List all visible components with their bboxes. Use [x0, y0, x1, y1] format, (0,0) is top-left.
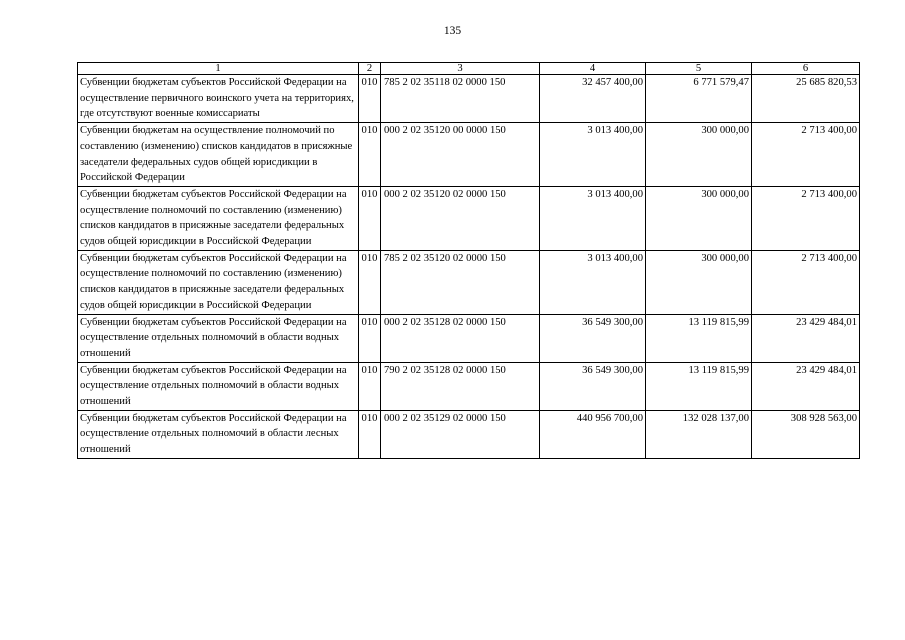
column-header: 4 [540, 63, 646, 75]
row-name: Субвенции бюджетам субъектов Российской Федерации на осуществление первичного воинского учета на территориях, где отсутствуют военные комиссариаты [78, 75, 359, 123]
row-budget-code: 785 2 02 35118 02 0000 150 [381, 75, 540, 123]
row-name: Субвенции бюджетам субъектов Российской Федерации на осуществление отдельных полномочий в области лесных отношений [78, 410, 359, 458]
row-col4: 36 549 300,00 [540, 362, 646, 410]
row-line-code: 010 [359, 250, 381, 314]
row-name: Субвенции бюджетам субъектов Российской Федерации на осуществление отдельных полномочий в области водных отношений [78, 362, 359, 410]
table-row [78, 410, 860, 458]
table-row [78, 362, 860, 410]
column-header: 1 [78, 63, 359, 75]
column-header: 5 [646, 63, 752, 75]
column-header: 6 [752, 63, 860, 75]
row-line-code: 010 [359, 410, 381, 458]
row-col5: 132 028 137,00 [646, 410, 752, 458]
row-budget-code: 000 2 02 35128 02 0000 150 [381, 314, 540, 362]
row-col6: 2 713 400,00 [752, 186, 860, 250]
row-col6: 308 928 563,00 [752, 410, 860, 458]
row-line-code: 010 [359, 75, 381, 123]
row-line-code: 010 [359, 362, 381, 410]
column-header: 2 [359, 63, 381, 75]
row-col4: 3 013 400,00 [540, 123, 646, 187]
table-row [78, 186, 860, 250]
row-name: Субвенции бюджетам на осуществление полномочий по составлению (изменению) списков кандидатов в присяжные заседатели федеральных судов общей юрисдикции в Российской Федерации [78, 123, 359, 187]
row-col6: 23 429 484,01 [752, 362, 860, 410]
row-line-code: 010 [359, 314, 381, 362]
row-col4: 3 013 400,00 [540, 186, 646, 250]
row-col4: 440 956 700,00 [540, 410, 646, 458]
row-col4: 32 457 400,00 [540, 75, 646, 123]
row-budget-code: 000 2 02 35129 02 0000 150 [381, 410, 540, 458]
row-col5: 6 771 579,47 [646, 75, 752, 123]
row-col5: 13 119 815,99 [646, 314, 752, 362]
column-header: 3 [381, 63, 540, 75]
row-line-code: 010 [359, 123, 381, 187]
row-col4: 3 013 400,00 [540, 250, 646, 314]
row-col5: 300 000,00 [646, 123, 752, 187]
row-col6: 2 713 400,00 [752, 250, 860, 314]
row-col4: 36 549 300,00 [540, 314, 646, 362]
row-name: Субвенции бюджетам субъектов Российской Федерации на осуществление полномочий по составлению (изменению) списков кандидатов в присяжные заседатели федеральных судов общей юрисдикции в Российской Федерации [78, 250, 359, 314]
table-row [78, 250, 860, 314]
row-col6: 25 685 820,53 [752, 75, 860, 123]
row-budget-code: 790 2 02 35128 02 0000 150 [381, 362, 540, 410]
page-number: 135 [443, 25, 462, 37]
table-row [78, 314, 860, 362]
row-budget-code: 000 2 02 35120 00 0000 150 [381, 123, 540, 187]
row-budget-code: 000 2 02 35120 02 0000 150 [381, 186, 540, 250]
row-col5: 300 000,00 [646, 250, 752, 314]
row-col5: 13 119 815,99 [646, 362, 752, 410]
table-row [78, 75, 860, 123]
row-col6: 2 713 400,00 [752, 123, 860, 187]
row-col5: 300 000,00 [646, 186, 752, 250]
row-name: Субвенции бюджетам субъектов Российской Федерации на осуществление отдельных полномочий в области водных отношений [78, 314, 359, 362]
row-col6: 23 429 484,01 [752, 314, 860, 362]
row-budget-code: 785 2 02 35120 02 0000 150 [381, 250, 540, 314]
row-line-code: 010 [359, 186, 381, 250]
table-header-row [78, 63, 860, 75]
budget-table [77, 62, 860, 459]
row-name: Субвенции бюджетам субъектов Российской Федерации на осуществление полномочий по составлению (изменению) списков кандидатов в присяжные заседатели федеральных судов общей юрисдикции в Российской Федерации [78, 186, 359, 250]
table-row [78, 123, 860, 187]
